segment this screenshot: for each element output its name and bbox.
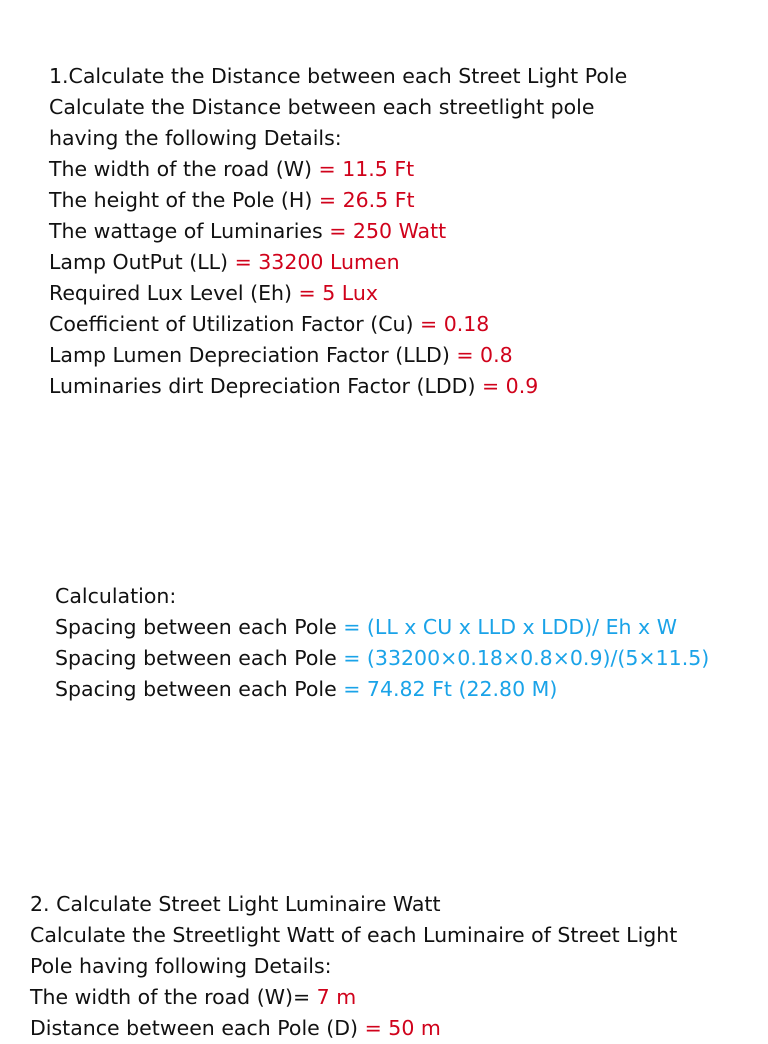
detail-value: = 26.5 Ft bbox=[312, 188, 415, 212]
detail-luminaire-wattage bbox=[49, 216, 627, 247]
detail-value: = 250 Watt bbox=[322, 219, 447, 243]
detail-label: The height of the Pole (H) bbox=[49, 188, 313, 212]
problem-1-intro-line-1: Calculate the Distance between each streetlight pole bbox=[49, 95, 595, 119]
detail-value: = 11.5 Ft bbox=[311, 157, 415, 181]
detail-label: Luminaries dirt Depreciation Factor (LDD) bbox=[49, 374, 476, 398]
calculation-value: = (LL x CU x LLD x LDD)/ Eh x W bbox=[336, 615, 677, 639]
detail-dirt-depreciation bbox=[49, 371, 627, 402]
detail-value: = 33200 Lumen bbox=[228, 250, 400, 274]
detail-value: = 50 m bbox=[358, 1016, 441, 1040]
detail-pole-distance bbox=[30, 1013, 677, 1044]
problem-2-intro-line-1: Calculate the Streetlight Watt of each Luminaire of Street Light bbox=[30, 923, 678, 947]
detail-label: Lamp OutPut (LL) bbox=[49, 250, 229, 274]
detail-label: Distance between each Pole (D) bbox=[30, 1016, 359, 1040]
detail-value: = 0.9 bbox=[475, 374, 539, 398]
calculation-value: = (33200×0.18×0.8×0.9)/(5×11.5) bbox=[336, 646, 710, 670]
calculation-label: Spacing between each Pole bbox=[55, 615, 337, 639]
detail-label: The wattage of Luminaries bbox=[49, 219, 323, 243]
detail-value: = 0.18 bbox=[413, 312, 490, 336]
detail-value: 7 m bbox=[310, 985, 357, 1009]
problem-2-title: 2. Calculate Street Light Luminaire Watt bbox=[30, 892, 441, 916]
calculation-substitution bbox=[55, 643, 709, 674]
detail-value: = 0.8 bbox=[449, 343, 513, 367]
detail-label: The width of the road (W) bbox=[49, 157, 312, 181]
calculation-value: = 74.82 Ft (22.80 M) bbox=[336, 677, 558, 701]
detail-road-width bbox=[49, 154, 627, 185]
detail-lamp-output bbox=[49, 247, 627, 278]
detail-lux-level bbox=[49, 278, 627, 309]
calculation-label: Spacing between each Pole bbox=[55, 677, 337, 701]
problem-1-intro-line-2: having the following Details: bbox=[49, 126, 342, 150]
calculation-formula bbox=[55, 612, 709, 643]
calculation-heading: Calculation: bbox=[55, 584, 177, 608]
detail-value: = 5 Lux bbox=[292, 281, 378, 305]
detail-label: Lamp Lumen Depreciation Factor (LLD) bbox=[49, 343, 450, 367]
detail-label: Required Lux Level (Eh) bbox=[49, 281, 293, 305]
detail-utilization-factor bbox=[49, 309, 627, 340]
calculation-section bbox=[55, 581, 709, 705]
problem-1-title: 1.Calculate the Distance between each Street Light Pole bbox=[49, 64, 628, 88]
calculation-result bbox=[55, 674, 709, 705]
detail-label: The width of the road (W)= bbox=[30, 985, 311, 1009]
detail-road-width-2 bbox=[30, 982, 677, 1013]
problem-2-section bbox=[30, 889, 677, 1044]
detail-label: Coefficient of Utilization Factor (Cu) bbox=[49, 312, 414, 336]
calculation-label: Spacing between each Pole bbox=[55, 646, 337, 670]
detail-lamp-lumen-depreciation bbox=[49, 340, 627, 371]
detail-pole-height bbox=[49, 185, 627, 216]
problem-2-intro-line-2: Pole having following Details: bbox=[30, 954, 332, 978]
problem-1-section bbox=[49, 61, 627, 402]
